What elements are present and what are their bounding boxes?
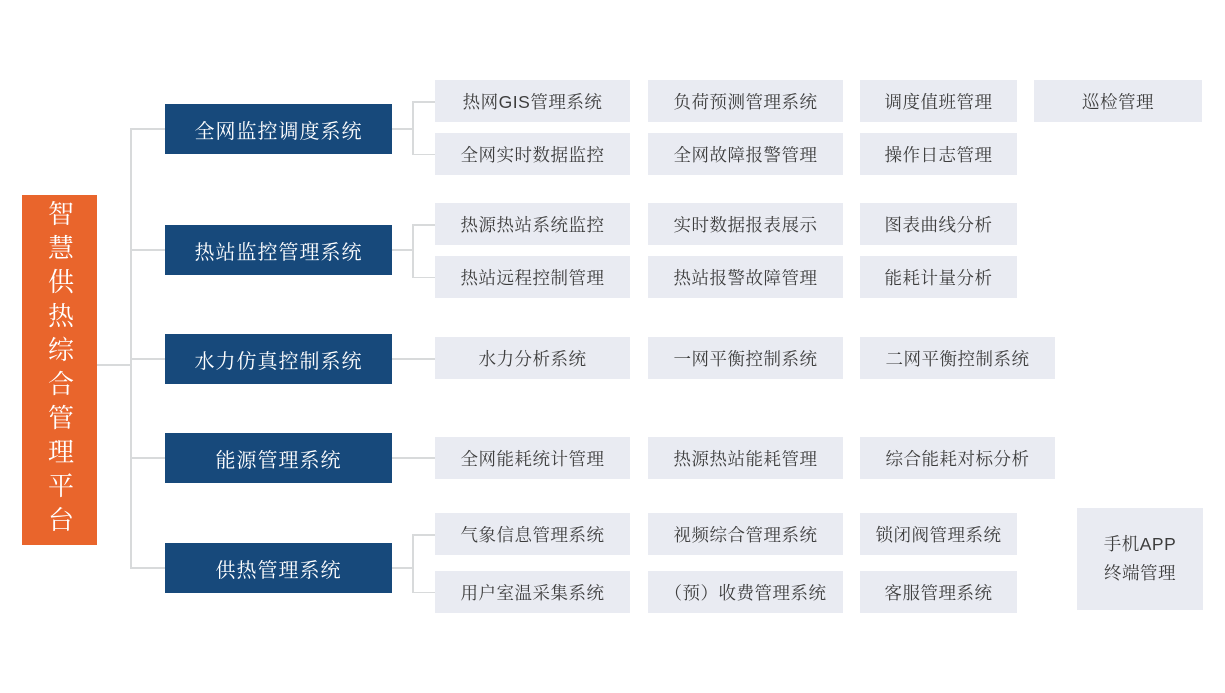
module-node: 调度值班管理: [860, 80, 1017, 122]
module-node: 热站报警故障管理: [648, 256, 843, 298]
module-node: 负荷预测管理系统: [648, 80, 843, 122]
group-node-hydraulic-simulation-control-system: 水力仿真控制系统: [165, 334, 392, 384]
group-node-energy-management-system: 能源管理系统: [165, 433, 392, 483]
module-node: 操作日志管理: [860, 133, 1017, 175]
module-node: 全网故障报警管理: [648, 133, 843, 175]
root-node-smart-heating-platform: 智慧供热综合管理平台: [22, 195, 97, 545]
connector-line: [130, 358, 165, 360]
module-node: 气象信息管理系统: [435, 513, 630, 555]
module-node: 热源热站能耗管理: [648, 437, 843, 479]
connector-line: [97, 364, 130, 366]
connector-line: [412, 534, 435, 536]
module-node: （预）收费管理系统: [648, 571, 843, 613]
module-node: 热网GIS管理系统: [435, 80, 630, 122]
module-node: 全网能耗统计管理: [435, 437, 630, 479]
module-node: 图表曲线分析: [860, 203, 1017, 245]
module-node-mobile-app-line1: 手机APP: [1103, 534, 1177, 554]
module-node: 视频综合管理系统: [648, 513, 843, 555]
connector-line: [412, 534, 414, 593]
connector-line: [412, 224, 435, 226]
module-node: 热源热站系统监控: [435, 203, 630, 245]
module-node: 能耗计量分析: [860, 256, 1017, 298]
connector-line: [130, 249, 165, 251]
module-node: 综合能耗对标分析: [860, 437, 1055, 479]
connector-line: [412, 277, 435, 279]
connector-line: [130, 128, 165, 130]
connector-line: [392, 358, 435, 360]
connector-line: [392, 457, 435, 459]
connector-line: [412, 224, 414, 278]
module-node: 锁闭阀管理系统: [860, 513, 1017, 555]
module-node: 二网平衡控制系统: [860, 337, 1055, 379]
module-node: 巡检管理: [1034, 80, 1202, 122]
connector-line: [412, 592, 435, 594]
group-node-heating-management-system: 供热管理系统: [165, 543, 392, 593]
module-node-mobile-app-line2: 终端管理: [1104, 563, 1176, 583]
connector-line: [130, 457, 165, 459]
module-node-mobile-app: [1077, 508, 1203, 610]
module-node: 客服管理系统: [860, 571, 1017, 613]
module-node: 用户室温采集系统: [435, 571, 630, 613]
connector-line: [392, 249, 413, 251]
connector-line: [392, 128, 413, 130]
module-node: 全网实时数据监控: [435, 133, 630, 175]
module-node: 水力分析系统: [435, 337, 630, 379]
connector-line: [392, 567, 413, 569]
connector-line: [412, 101, 435, 103]
connector-line: [130, 128, 132, 568]
module-node: 实时数据报表展示: [648, 203, 843, 245]
group-node-heat-station-monitoring-management-system: 热站监控管理系统: [165, 225, 392, 275]
connector-line: [412, 101, 414, 155]
group-node-network-monitoring-dispatch-system: 全网监控调度系统: [165, 104, 392, 154]
module-node: 一网平衡控制系统: [648, 337, 843, 379]
connector-line: [130, 567, 165, 569]
connector-line: [412, 154, 435, 156]
module-node: 热站远程控制管理: [435, 256, 630, 298]
